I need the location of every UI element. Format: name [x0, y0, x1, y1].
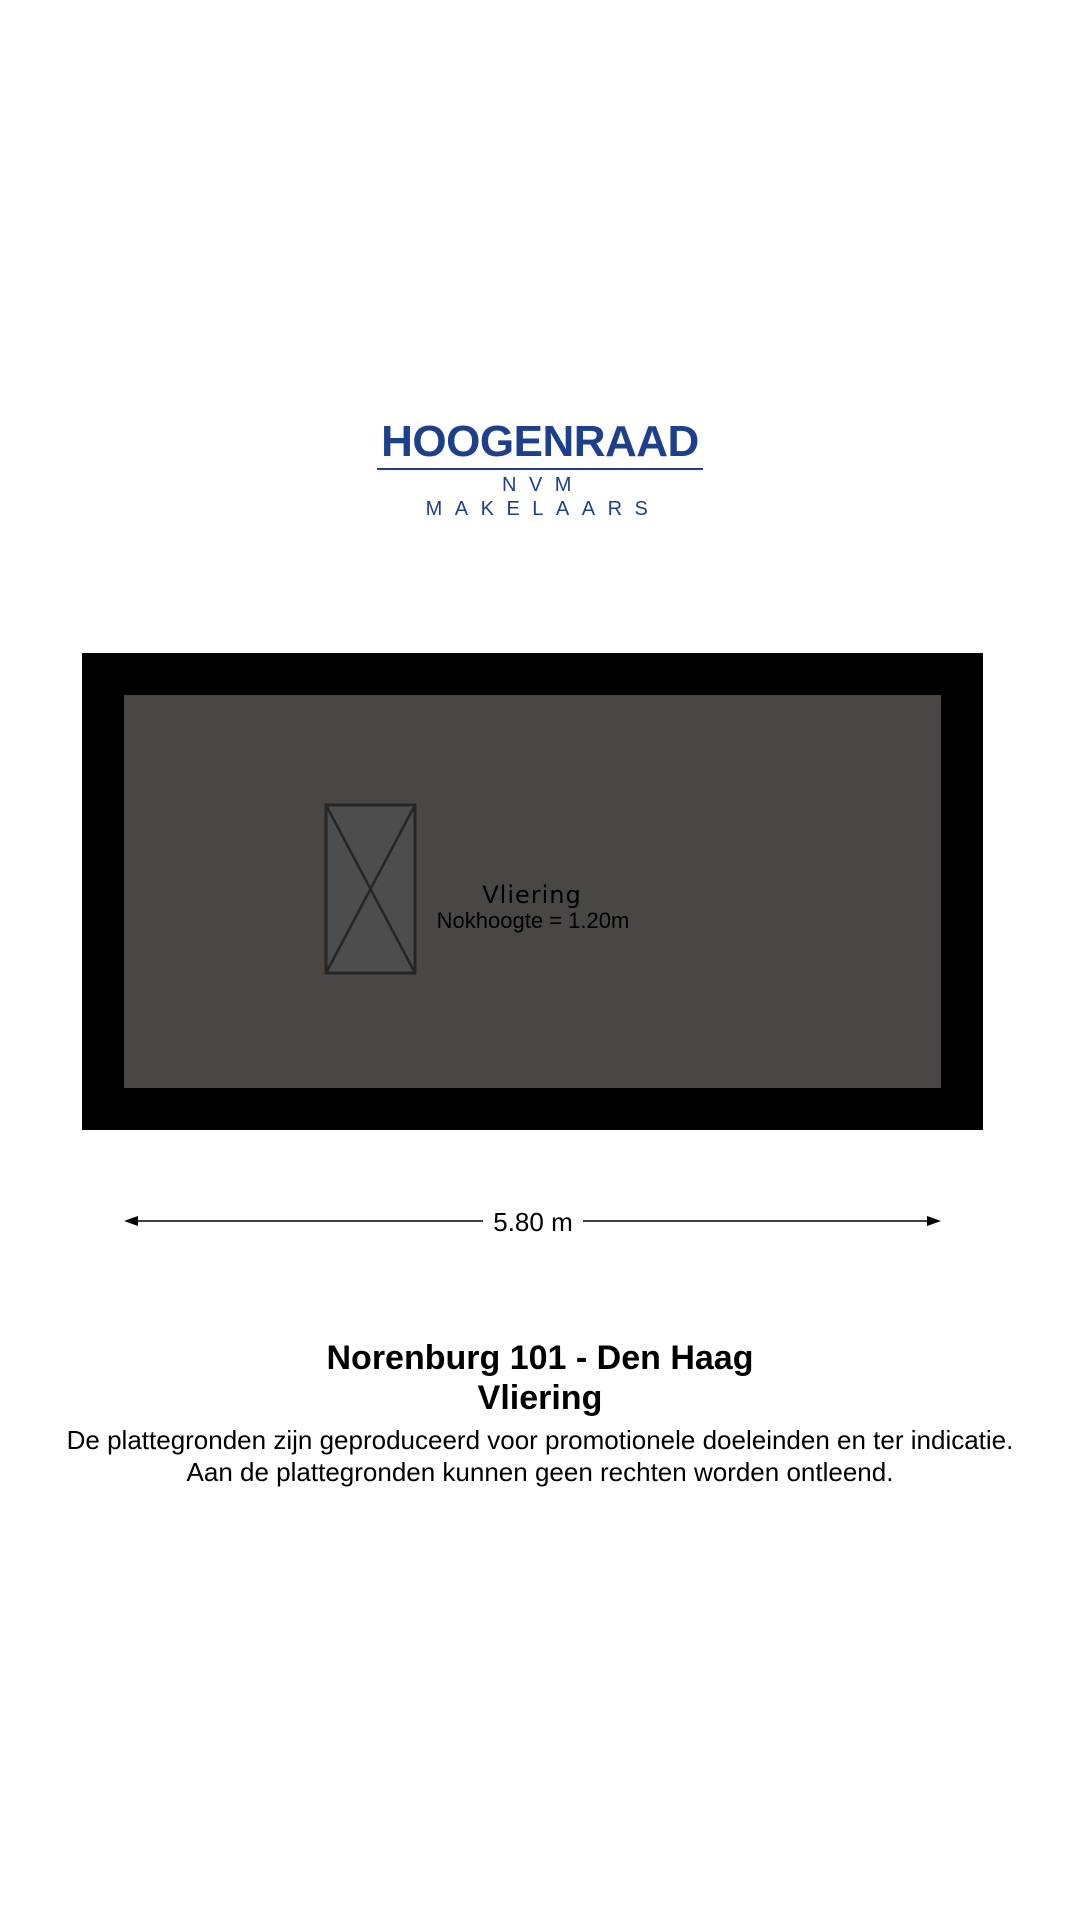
caption — [0, 1338, 1080, 1488]
disclaimer-line-1: De plattegronden zijn geproduceerd voor promotionele doeleinden en ter indicatie. — [66, 1425, 1014, 1455]
room-height-label: Nokhoogte = 1.20m — [436, 908, 630, 933]
arrow-right-icon — [927, 1216, 941, 1226]
disclaimer-text — [0, 1424, 1080, 1488]
address-title: Norenburg 101 - Den Haag — [326, 1339, 754, 1377]
roof-hatch — [326, 805, 415, 973]
dimension-label: 5.80 m — [493, 1207, 573, 1237]
room-name-label: Vliering — [482, 881, 582, 909]
disclaimer-line-2: Aan de plattegronden kunnen geen rechten worden ontleend. — [186, 1457, 894, 1487]
logo-tagline: NVM MAKELAARS — [425, 474, 661, 520]
logo-name: HOOGENRAAD — [381, 417, 699, 466]
level-title: Vliering — [477, 1379, 603, 1417]
arrow-left-icon — [124, 1216, 138, 1226]
